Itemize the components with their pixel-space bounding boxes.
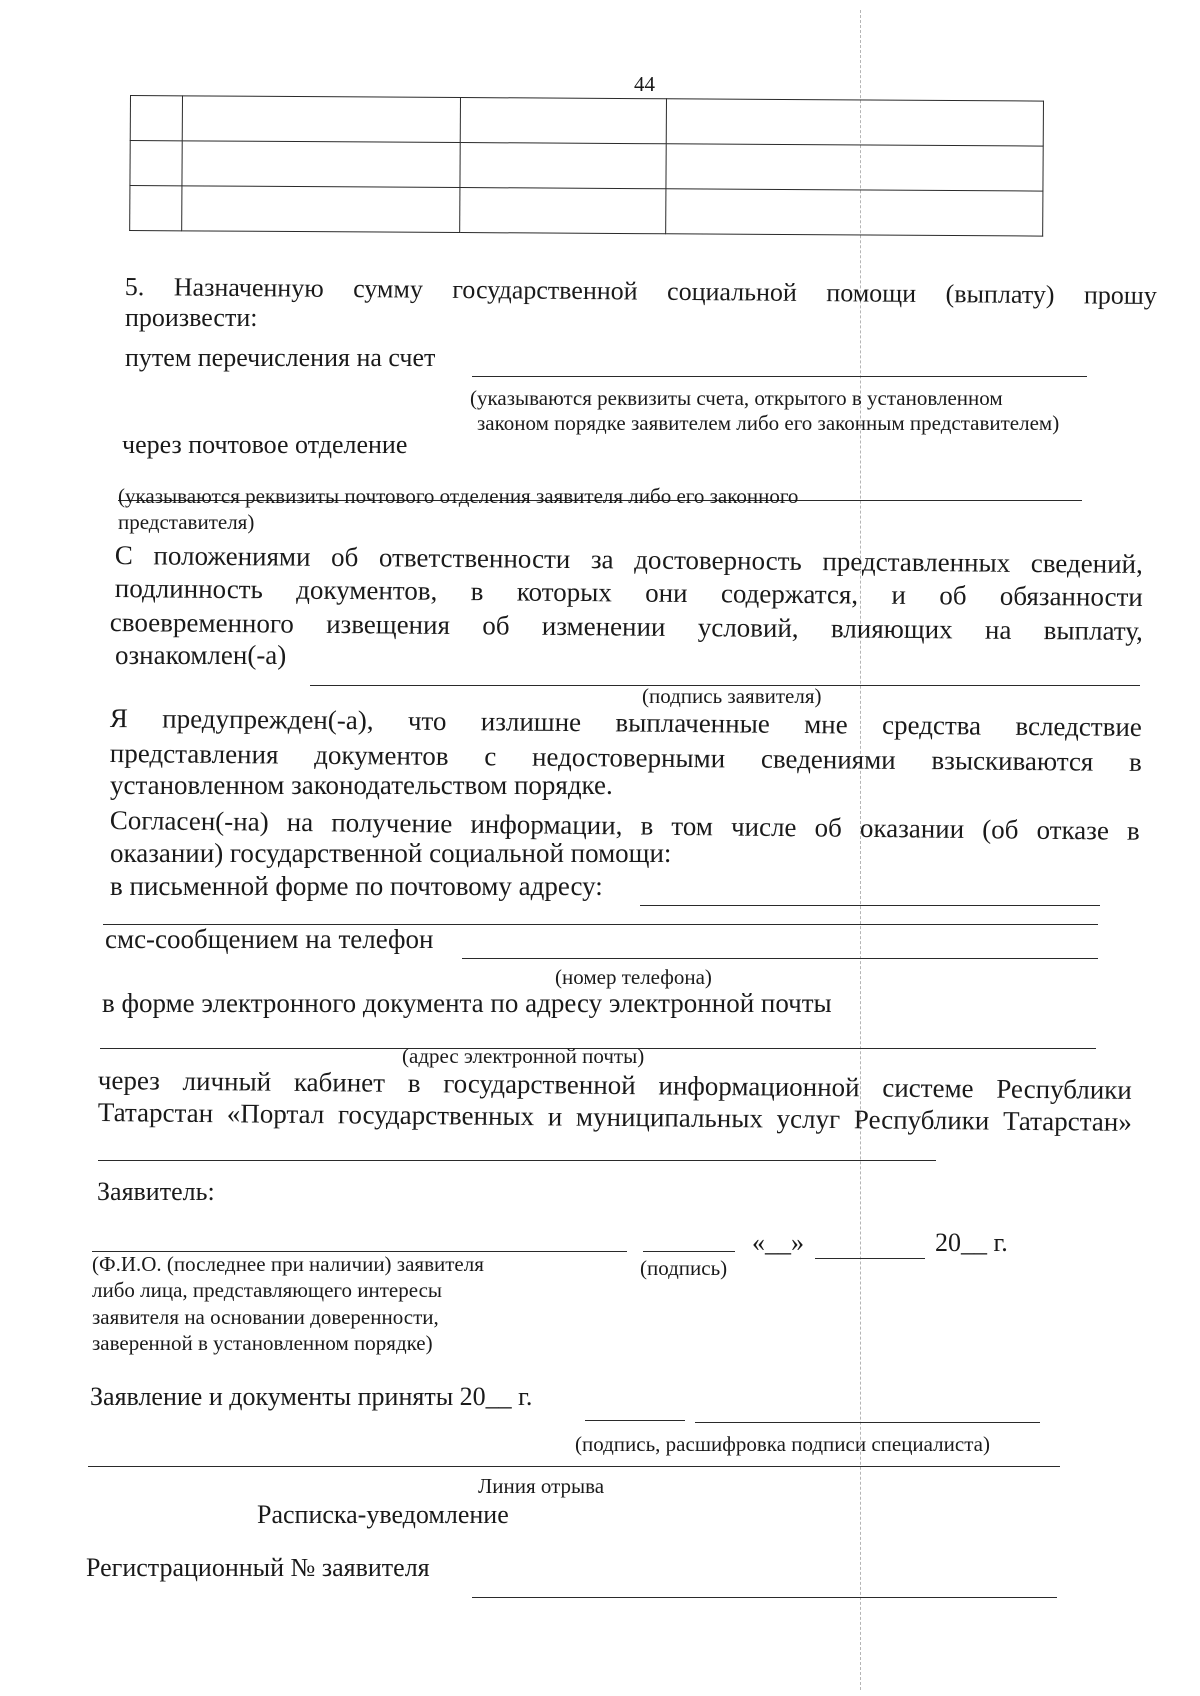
responsibility-text: С положениями об ответственности за достоверность представленных сведений, <box>114 540 1143 579</box>
table-cell <box>460 143 667 189</box>
date-day: «__» <box>752 1228 804 1257</box>
responsibility-acquainted: ознакомлен(-а) <box>115 640 287 670</box>
consent-text-2: оказании) государственной социальной помощи: <box>110 838 672 868</box>
tear-line-label: Линия отрыва <box>478 1474 605 1498</box>
fio-note-2: либо лица, представляющего интересы <box>92 1278 443 1302</box>
table-row <box>130 96 1043 147</box>
table-cell <box>667 99 1044 146</box>
table-cell <box>182 96 460 143</box>
date-month-field[interactable] <box>815 1258 925 1259</box>
accepted-label: Заявление и документы приняты 20__ г. <box>90 1382 533 1411</box>
applicant-signature-caption: (подпись) <box>640 1256 728 1280</box>
post-note: (указываются реквизиты почтового отделения заявителя либо его законного <box>118 484 799 508</box>
section5-heading-cont: произвести: <box>125 303 258 332</box>
table-cell <box>666 189 1043 236</box>
table-cell <box>130 186 182 231</box>
portal-text-2: Татарстан «Портал государственных и муниципальных услуг Республики Татарстан» <box>97 1097 1132 1137</box>
warning-text-3: установленном законодательством порядке. <box>110 770 613 800</box>
email-label: в форме электронного документа по адресу электронной почты <box>102 988 832 1018</box>
portal-text: через личный кабинет в государственной информационной системе Республики <box>97 1065 1132 1105</box>
table-cell <box>460 98 667 144</box>
warning-text-2: представления документов с недостоверными сведениями взыскиваются в <box>109 738 1142 778</box>
fio-note-3: заявителя на основании доверенности, <box>92 1305 439 1329</box>
table-cell <box>182 186 460 233</box>
portal-field[interactable] <box>98 1160 936 1161</box>
table-cell <box>182 141 460 188</box>
date-year: 20__ г. <box>935 1228 1008 1257</box>
table-cell <box>666 144 1043 191</box>
applicant-signature-line[interactable] <box>643 1251 735 1252</box>
consent-text: Согласен(-на) на получение информации, в том числе об оказании (об отказе в <box>109 805 1140 846</box>
page-number: 44 <box>634 72 655 96</box>
email-note: (адрес электронной почты) <box>402 1044 645 1068</box>
accepted-date-field[interactable] <box>585 1420 685 1421</box>
specialist-signature-note: (подпись, расшифровка подписи специалиста) <box>575 1432 990 1456</box>
responsibility-text-3: своевременного извещения об изменении условий, влияющих на выплату, <box>109 607 1143 647</box>
specialist-signature-field[interactable] <box>695 1422 1040 1423</box>
applicant-label: Заявитель: <box>97 1177 215 1206</box>
responsibility-text-2: подлинность документов, в которых они содержатся, и об обязанности <box>114 573 1143 612</box>
registration-label: Регистрационный № заявителя <box>86 1553 430 1582</box>
table-cell <box>459 188 666 234</box>
post-label: через почтовое отделение <box>122 430 408 459</box>
post-note-cont: представителя) <box>118 510 255 534</box>
account-note: (указываются реквизиты счета, открытого в установленном <box>470 386 1003 410</box>
fio-note: (Ф.И.О. (последнее при наличии) заявителя <box>92 1252 484 1276</box>
sms-label: смс-сообщением на телефон <box>105 924 434 954</box>
phone-note: (номер телефона) <box>555 965 712 989</box>
table-cell <box>130 141 182 186</box>
tear-line <box>88 1466 1060 1467</box>
registration-number-field[interactable] <box>472 1597 1057 1598</box>
table-row <box>130 186 1043 237</box>
form-table <box>129 95 1044 237</box>
mail-address-field[interactable] <box>640 905 1100 906</box>
warning-text: Я предупрежден(-а), что излишне выплаченные мне средства вследствие <box>109 703 1142 743</box>
account-field[interactable] <box>472 376 1087 377</box>
account-note-cont: законом порядке заявителем либо его законным представителем) <box>477 411 1060 435</box>
applicant-signature-note: (подпись заявителя) <box>642 684 822 708</box>
fio-note-4: заверенной в установленном порядке) <box>92 1331 433 1355</box>
mail-label: в письменной форме по почтовому адресу: <box>110 871 603 901</box>
receipt-title: Расписка-уведомление <box>257 1500 509 1529</box>
table-row <box>130 141 1043 192</box>
account-label: путем перечисления на счет <box>125 343 436 372</box>
section5-heading: 5. Назначенную сумму государственной социальной помощи (выплату) прошу <box>124 272 1157 311</box>
table-cell <box>130 96 182 141</box>
phone-field[interactable] <box>462 958 1098 959</box>
